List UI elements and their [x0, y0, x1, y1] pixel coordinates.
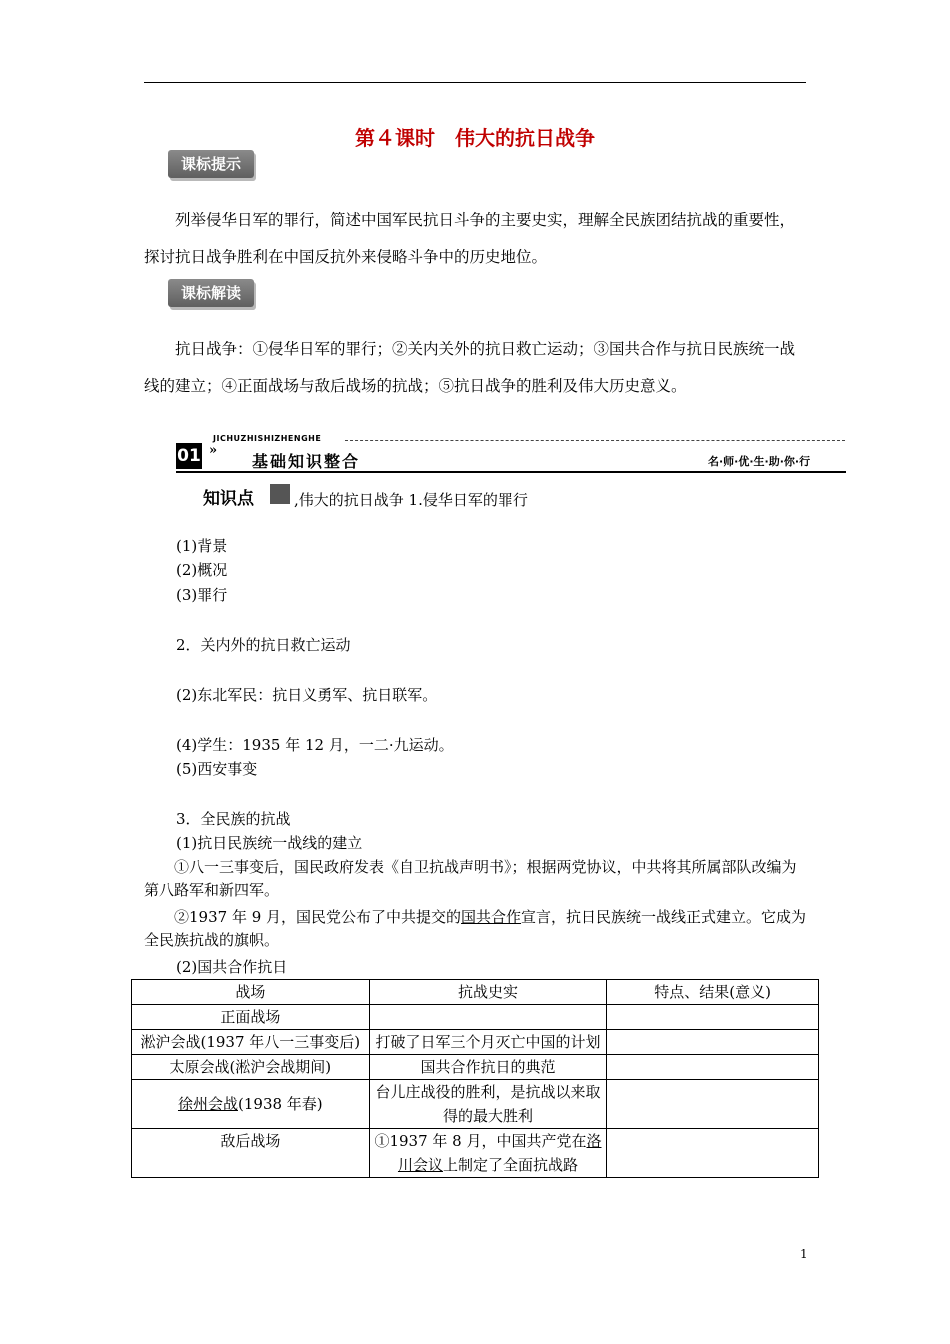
table-cell [607, 1080, 819, 1129]
table-header-cell: 特点、结果(意义) [607, 980, 819, 1005]
tag-curriculum-interpretation: 课标解读 [168, 279, 254, 307]
heading-anti-japanese-movement: 2．关内外的抗日救亡运动 [176, 636, 351, 654]
table-cell: 淞沪会战(1937 年八一三事变后) [132, 1030, 370, 1055]
section-dashed-rule [345, 440, 845, 441]
page-number: 1 [800, 1247, 808, 1261]
paragraph-curriculum-hint: 列举侵华日军的罪行，简述中国军民抗日斗争的主要史实，理解全民族团结抗战的重要性，探讨抗日战争胜利在中国反抗外来侵略斗争中的历史地位。 [144, 211, 796, 266]
item-students: (4)学生：1935 年 12 月，一二·九运动。 [176, 736, 454, 754]
knowledge-point-heading: ,伟大的抗日战争 1.侵华日军的罪行 [294, 491, 528, 509]
section-title: 基础知识整合 [252, 452, 361, 471]
table-cell: 国共合作抗日的典范 [369, 1055, 607, 1080]
section-number-badge: 01 [176, 443, 202, 469]
table-row [132, 1005, 819, 1030]
table-cell: 徐州会战(1938 年春) [132, 1080, 370, 1129]
table-cell [369, 1005, 607, 1030]
underlined-term: 国共合作 [461, 908, 522, 926]
knowledge-point-label: 知识点 [203, 489, 254, 509]
knowledge-point-square-icon [270, 484, 290, 504]
section-arrow-icon: » [209, 443, 218, 458]
table-header-row [132, 980, 819, 1005]
table-cell: 台儿庄战役的胜利，是抗战以来取得的最大胜利 [369, 1080, 607, 1129]
tag-curriculum-hint: 课标提示 [168, 150, 254, 178]
table-cell: 打破了日军三个月灭亡中国的计划 [369, 1030, 607, 1055]
table-row [132, 1080, 819, 1129]
table-cell: ①1937 年 8 月，中国共产党在洛川会议上制定了全面抗战路 [369, 1129, 607, 1178]
table-cell [607, 1005, 819, 1030]
item-overview: (2)概况 [176, 561, 228, 579]
underlined-term: 洛川会议 [397, 1132, 602, 1174]
table-cell: 正面战场 [132, 1005, 370, 1030]
header-rule [144, 82, 806, 83]
item-background: (1)背景 [176, 537, 228, 555]
item-northeast: (2)东北军民：抗日义勇军、抗日联军。 [176, 686, 438, 704]
heading-national-resistance: 3．全民族的抗战 [176, 810, 291, 828]
table-row [132, 1129, 819, 1178]
table-cell [607, 1030, 819, 1055]
battlefield-table [131, 979, 819, 1178]
underlined-term: 徐州会战 [177, 1095, 238, 1113]
section-underline [176, 471, 846, 473]
table-row [132, 1055, 819, 1080]
table-header-cell: 抗战史实 [369, 980, 607, 1005]
table-cell: 敌后战场 [132, 1129, 370, 1178]
table-cell [607, 1055, 819, 1080]
lesson-title: 第４课时 伟大的抗日战争 [355, 126, 595, 150]
table-header-cell: 战场 [132, 980, 370, 1005]
subheading-cooperation: (2)国共合作抗日 [176, 958, 288, 976]
subheading-united-front: (1)抗日民族统一战线的建立 [176, 834, 363, 852]
table-cell: 太原会战(淞沪会战期间) [132, 1055, 370, 1080]
paragraph-united-front-2: ②1937 年 9 月，国民党公布了中共提交的国共合作宣言，抗日民族统一战线正式建立。它成为全民族抗战的旗帜。 [144, 908, 807, 949]
item-xian-incident: (5)西安事变 [176, 760, 258, 778]
table-cell [607, 1129, 819, 1178]
paragraph-curriculum-interpretation: 抗日战争：①侵华日军的罪行；②关内关外的抗日救亡运动；③国共合作与抗日民族统一战线的建立；④正面战场与敌后战场的抗战；⑤抗日战争的胜利及伟大历史意义。 [144, 340, 796, 395]
paragraph-united-front-1: ①八一三事变后，国民政府发表《自卫抗战声明书》；根据两党协议，中共将其所属部队改编为第八路军和新四军。 [144, 858, 797, 899]
section-slogan: 名·师·优·生·助·你·行 [708, 455, 811, 468]
section-pinyin: JICHUZHISHIZHENGHE [213, 434, 322, 443]
table-row [132, 1030, 819, 1055]
item-crimes: (3)罪行 [176, 586, 228, 604]
